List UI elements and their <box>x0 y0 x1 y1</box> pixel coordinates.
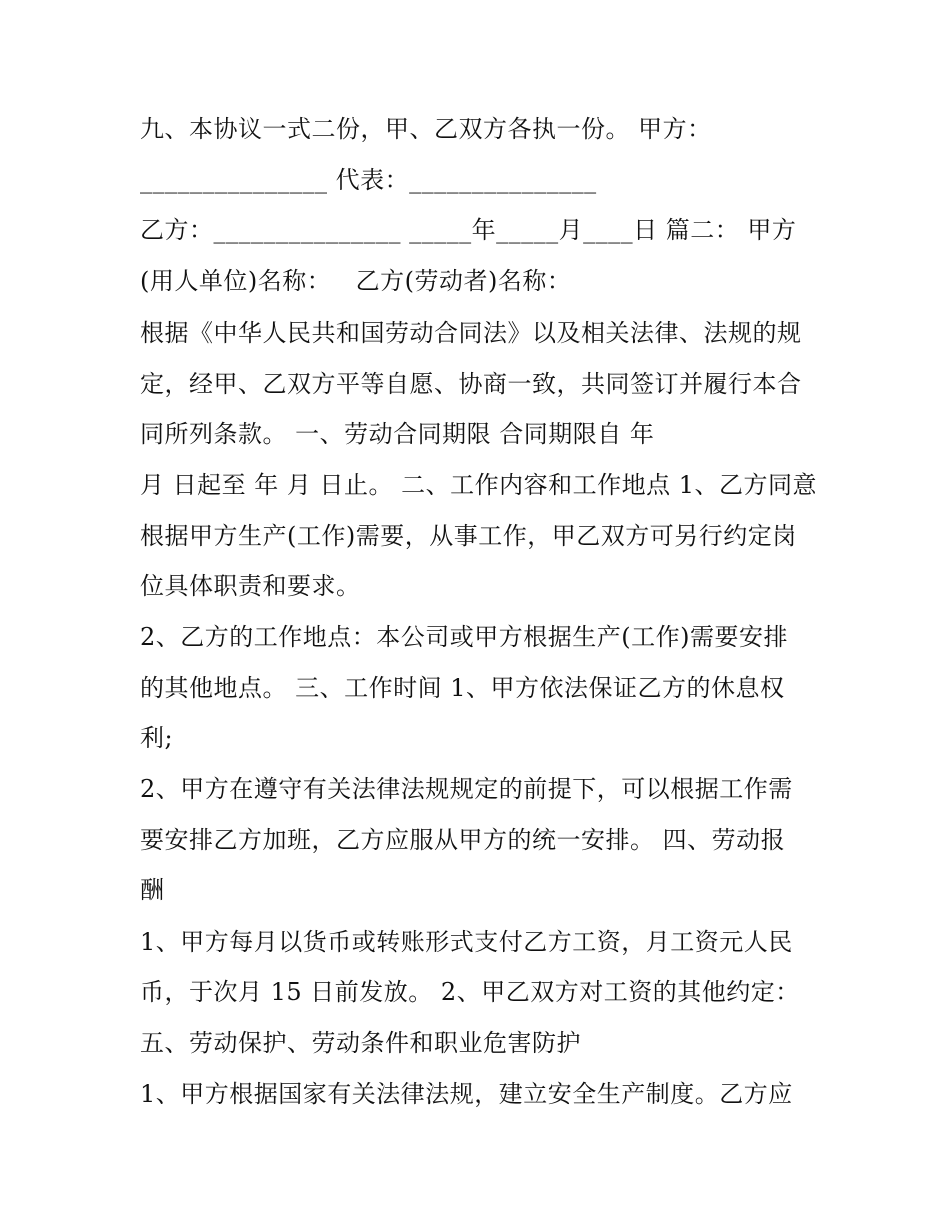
text-line: _______________ 代表：_______________ <box>140 166 597 194</box>
text-line: 1、甲方根据国家有关法律法规，建立安全生产制度。乙方应 <box>140 1080 793 1108</box>
text-line: 同所列条款。 一、劳动合同期限 合同期限自 年 <box>140 420 655 448</box>
text-line: 位具体职责和要求。 <box>140 572 361 600</box>
text-line: 1、甲方每月以货币或转账形式支付乙方工资，月工资元人民 <box>140 928 793 956</box>
text-line: 酬 <box>140 876 165 904</box>
text-line: 利; <box>140 724 174 752</box>
text-line: 的其他地点。 三、工作时间 1、甲方依法保证乙方的休息权 <box>140 674 785 702</box>
text-line: 2、乙方的工作地点：本公司或甲方根据生产(工作)需要安排 <box>140 623 788 651</box>
text-line: 2、甲方在遵守有关法律法规规定的前提下，可以根据工作需 <box>140 775 793 803</box>
text-line: 九、本协议一式二份，甲、乙双方各执一份。 甲方： <box>140 115 712 143</box>
text-line: 根据甲方生产(工作)需要，从事工作，甲乙双方可另行约定岗 <box>140 522 797 550</box>
text-line: 定，经甲、乙双方平等自愿、协商一致，共同签订并履行本合 <box>140 370 802 398</box>
text-line: 币，于次月 15 日前发放。 2、甲乙双方对工资的其他约定： <box>140 978 800 1006</box>
text-line: (用人单位)名称： 乙方(劳动者)名称： <box>140 267 572 295</box>
text-line: 要安排乙方加班，乙方应服从甲方的统一安排。 四、劳动报 <box>140 826 786 854</box>
text-line: 五、劳动保护、劳动条件和职业危害防护 <box>140 1029 581 1057</box>
text-line: 月 日起至 年 月 日止。 二、工作内容和工作地点 1、乙方同意 <box>140 471 818 499</box>
text-line: 乙方：_______________ _____年_____月____日 篇二： 甲方 <box>140 216 797 244</box>
text-line: 根据《中华人民共和国劳动合同法》以及相关法律、法规的规 <box>140 319 802 347</box>
